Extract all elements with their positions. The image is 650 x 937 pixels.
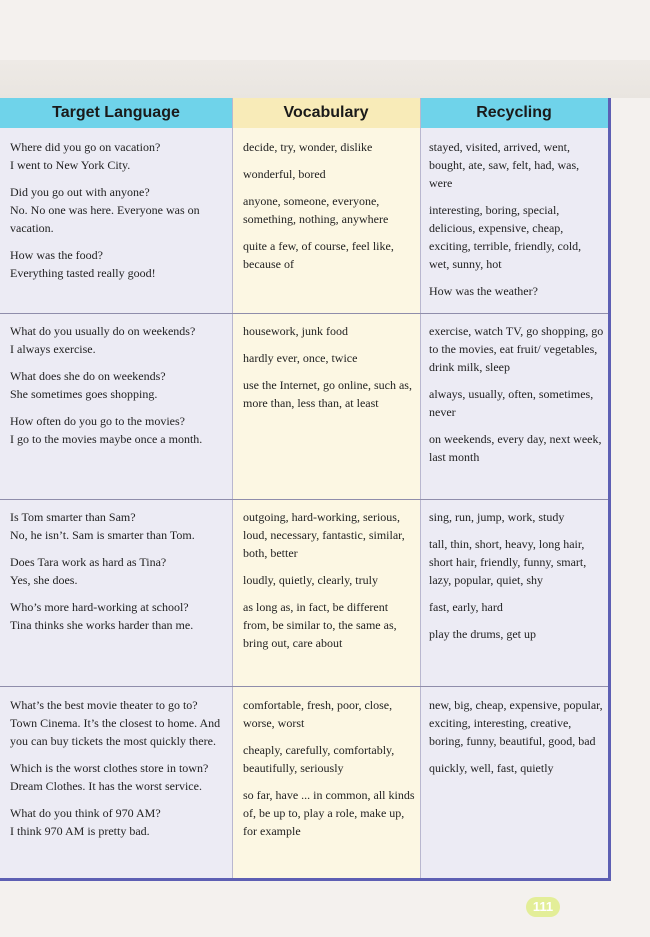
recycling-group: How was the weather?	[429, 284, 538, 298]
dialogue-pair: How often do you go to the movies? I go to the movies maybe once a month.	[10, 414, 203, 446]
recycling-group: on weekends, every day, next week, last month	[429, 432, 602, 464]
vocabulary-group: quite a few, of course, feel like, because of	[243, 239, 394, 271]
recycling-group: tall, thin, short, heavy, long hair, short hair, friendly, funny, smart, lazy, popular, quiet, shy	[429, 537, 587, 587]
vocabulary-cell	[243, 508, 415, 652]
vocabulary-group: loudly, quietly, clearly, truly	[243, 573, 378, 587]
target-language-cell	[10, 508, 230, 634]
recycling-group: quickly, well, fast, quietly	[429, 761, 554, 775]
recycling-group: always, usually, often, sometimes, never	[429, 387, 594, 419]
row-divider	[0, 686, 608, 687]
target-language-cell	[10, 322, 230, 448]
vocabulary-group: anyone, someone, everyone, something, nothing, anywhere	[243, 194, 389, 226]
dialogue-pair: Where did you go on vacation? I went to New York City.	[10, 140, 161, 172]
recycling-group: interesting, boring, special, delicious, expensive, cheap, exciting, terrible, friendly, cold, wet, sunny, hot	[429, 203, 582, 271]
dialogue-pair: Is Tom smarter than Sam? No, he isn’t. Sam is smarter than Tom.	[10, 510, 195, 542]
page-number-badge: 111	[526, 897, 560, 917]
column-divider	[232, 98, 233, 878]
dialogue-pair: What’s the best movie theater to go to? Town Cinema. It’s the closest to home. And you can buy tickets the most quickly there.	[10, 698, 221, 748]
dialogue-pair: What does she do on weekends? She sometimes goes shopping.	[10, 369, 166, 401]
dialogue-pair: What do you think of 970 AM? I think 970 AM is pretty bad.	[10, 806, 161, 838]
vocabulary-group: housework, junk food	[243, 324, 348, 338]
target-language-cell	[10, 138, 230, 282]
vocabulary-group: decide, try, wonder, dislike	[243, 140, 373, 154]
recycling-cell	[429, 322, 604, 466]
recycling-group: exercise, watch TV, go shopping, go to the movies, eat fruit/ vegetables, drink milk, sleep	[429, 324, 604, 374]
dialogue-pair: Which is the worst clothes store in town? Dream Clothes. It has the worst service.	[10, 761, 209, 793]
row-divider	[0, 499, 608, 500]
target-language-cell	[10, 696, 230, 840]
vocabulary-group: cheaply, carefully, comfortably, beautifully, seriously	[243, 743, 395, 775]
vocabulary-group: use the Internet, go online, such as, more than, less than, at least	[243, 378, 412, 410]
dialogue-pair: Did you go out with anyone? No. No one was here. Everyone was on vacation.	[10, 185, 200, 235]
header-target-language: Target Language	[0, 98, 232, 128]
recycling-group: play the drums, get up	[429, 627, 536, 641]
recycling-group: new, big, cheap, expensive, popular, exciting, interesting, creative, boring, funny, beautiful, good, bad	[429, 698, 603, 748]
recycling-group: fast, early, hard	[429, 600, 503, 614]
row-divider	[0, 313, 608, 314]
vocabulary-group: outgoing, hard-working, serious, loud, necessary, fantastic, similar, both, better	[243, 510, 405, 560]
recycling-group: stayed, visited, arrived, went, bought, ate, saw, felt, had, was, were	[429, 140, 580, 190]
header-vocabulary: Vocabulary	[232, 98, 420, 128]
vocabulary-group: hardly ever, once, twice	[243, 351, 358, 365]
vocabulary-cell	[243, 322, 415, 412]
vocabulary-group: so far, have ... in common, all kinds of, be up to, play a role, make up, for example	[243, 788, 415, 838]
vocabulary-group: as long as, in fact, be different from, be similar to, the same as, bring out, care about	[243, 600, 397, 650]
vocabulary-cell	[243, 696, 415, 840]
column-divider	[420, 98, 421, 878]
recycling-cell	[429, 138, 604, 300]
dialogue-pair: Does Tara work as hard as Tina? Yes, she does.	[10, 555, 167, 587]
recycling-group: sing, run, jump, work, study	[429, 510, 565, 524]
dialogue-pair: How was the food? Everything tasted really good!	[10, 248, 156, 280]
vocabulary-cell	[243, 138, 415, 273]
dialogue-pair: What do you usually do on weekends? I always exercise.	[10, 324, 196, 356]
recycling-cell	[429, 508, 604, 643]
page-top-shadow	[0, 60, 650, 98]
dialogue-pair: Who’s more hard-working at school? Tina thinks she works harder than me.	[10, 600, 194, 632]
vocabulary-group: wonderful, bored	[243, 167, 326, 181]
vocabulary-group: comfortable, fresh, poor, close, worse, worst	[243, 698, 393, 730]
header-recycling: Recycling	[420, 98, 608, 128]
language-table	[0, 98, 611, 881]
recycling-cell	[429, 696, 604, 777]
